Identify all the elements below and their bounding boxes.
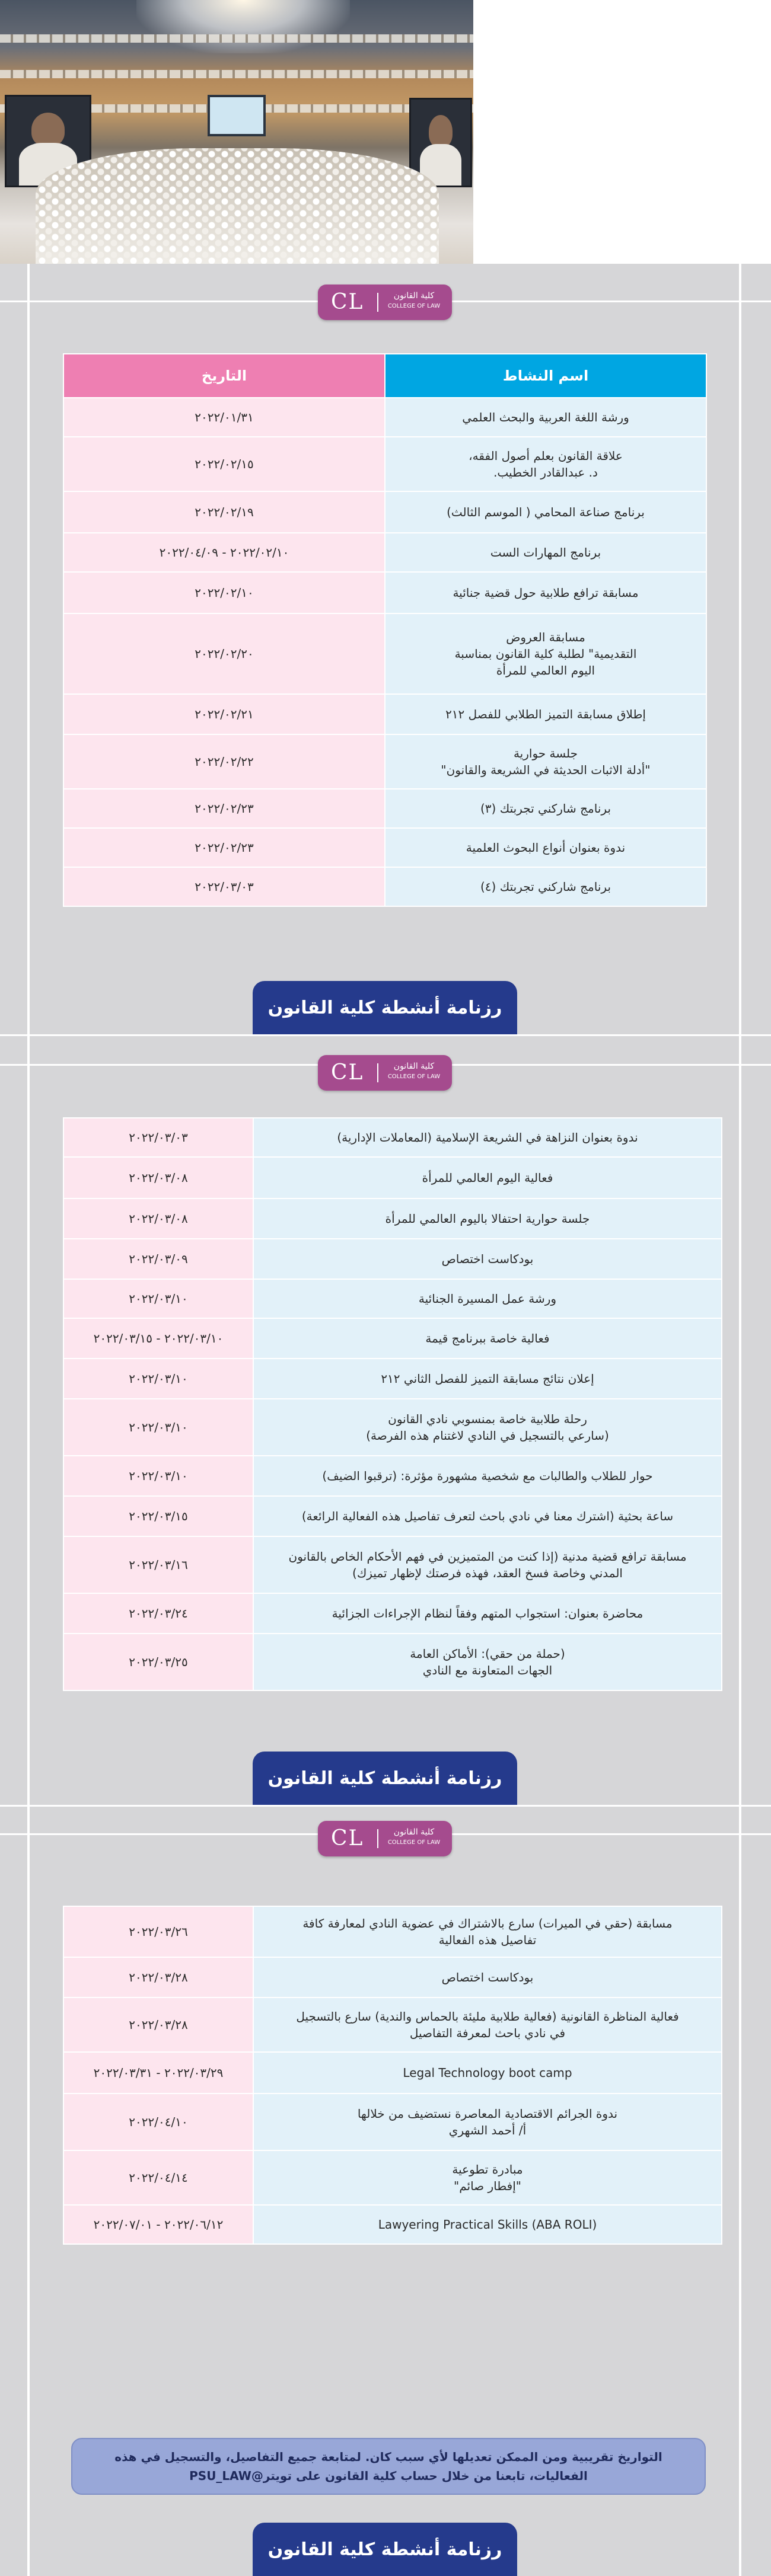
logo-english: COLLEGE OF LAW bbox=[387, 303, 441, 309]
cl-mark: CL bbox=[331, 290, 364, 314]
activity-name: إعلان نتائج مسابقة التميز للفصل الثاني ٢١٢ bbox=[253, 1359, 722, 1399]
activity-row bbox=[63, 1239, 722, 1279]
activity-name: ندوة بعنوان النزاهة في الشريعة الإسلامية (المعاملات الإدارية) bbox=[253, 1118, 722, 1157]
activity-date: ٢٠٢٢/٠٤/١٤ bbox=[63, 2150, 253, 2205]
activity-date: ٢٠٢٢/٠٣/١٠ bbox=[63, 1359, 253, 1399]
activity-date: ٢٠٢٢/٠٣/٢٨ bbox=[63, 1957, 253, 1997]
activity-date: ٢٠٢٢/٠٤/١٠ bbox=[63, 2094, 253, 2150]
activity-header: اسم النشاط bbox=[385, 354, 706, 398]
activity-row bbox=[63, 1496, 722, 1536]
activities-table-3 bbox=[63, 1906, 722, 2245]
activity-date: ٢٠٢٢/٠٣/٠٩ bbox=[63, 1239, 253, 1279]
activity-name: ندوة بعنوان أنواع البحوث العلمية bbox=[385, 828, 706, 867]
logo-english: COLLEGE OF LAW bbox=[387, 1839, 441, 1846]
activity-row bbox=[63, 828, 706, 867]
date-header: التاريخ bbox=[63, 354, 385, 398]
activity-date: ٢٠٢٢/٠٦/١٢ - ٢٠٢٢/٠٧/٠١ bbox=[63, 2205, 253, 2244]
activity-date: ٢٠٢٢/٠٣/٢٨ bbox=[63, 1997, 253, 2052]
activity-date: ٢٠٢٢/٠٣/٠٣ bbox=[63, 1118, 253, 1157]
mall-event-photo bbox=[0, 0, 473, 264]
activity-date: ٢٠٢٢/٠٣/٠٣ bbox=[63, 867, 385, 906]
activity-row bbox=[63, 2094, 722, 2150]
activity-row bbox=[63, 734, 706, 789]
activity-name: Lawyering Practical Skills (ABA ROLI) bbox=[253, 2205, 722, 2244]
schedule-note: التواريخ تقريبية ومن الممكن تعديلها لأي سبب كان. لمتابعة جميع التفاصيل، والتسجيل في هذه الفعاليات، تابعنا من خلال حساب كلية القانون على تويتر@PSU_LAW bbox=[71, 2438, 706, 2495]
activity-row bbox=[63, 1634, 722, 1690]
activity-row bbox=[63, 789, 706, 828]
activity-date: ٢٠٢٢/٠٣/١٠ bbox=[63, 1279, 253, 1318]
activity-row bbox=[63, 694, 706, 734]
activity-date: ٢٠٢٢/٠٣/١٠ bbox=[63, 1456, 253, 1496]
activities-table-1 bbox=[63, 353, 707, 907]
calendar-banner: رزنامة أنشطة كلية القانون bbox=[253, 2523, 517, 2576]
crowd bbox=[36, 148, 439, 264]
activity-name: فعالية خاصة ببرنامج قيمة bbox=[253, 1318, 722, 1359]
activity-row bbox=[63, 2205, 722, 2244]
activity-row bbox=[63, 2052, 722, 2094]
logo-arabic: كلية القانون bbox=[393, 291, 435, 301]
activity-date: ٢٠٢٢/٠٣/١٠ - ٢٠٢٢/٠٣/١٥ bbox=[63, 1318, 253, 1359]
balcony-rail bbox=[0, 34, 473, 43]
activity-name: جلسة حوارية "أدلة الاثبات الحديثة في الشريعة والقانون" bbox=[385, 734, 706, 789]
activity-name: برنامج المهارات الست bbox=[385, 533, 706, 572]
activity-row bbox=[63, 1399, 722, 1456]
activity-row bbox=[63, 491, 706, 533]
activity-name: ورشة عمل المسيرة الجنائية bbox=[253, 1279, 722, 1318]
activity-name: حوار للطلاب والطالبات مع شخصية مشهورة مؤثرة: (ترقبوا الضيف) bbox=[253, 1456, 722, 1496]
activity-row bbox=[63, 1957, 722, 1997]
activity-name: مسابقة العروض التقديمية" لطلبة كلية القانون بمناسبة اليوم العالمي للمرأة bbox=[385, 613, 706, 694]
activity-date: ٢٠٢٢/٠٣/٢٥ bbox=[63, 1634, 253, 1690]
activity-name: (حملة من حقي): الأماكن العامة الجهات المتعاونة مع النادي bbox=[253, 1634, 722, 1690]
activity-row bbox=[63, 1157, 722, 1198]
activity-date: ٢٠٢٢/٠٣/١٦ bbox=[63, 1536, 253, 1593]
activity-row bbox=[63, 1536, 722, 1593]
activity-name: ورشة اللغة العربية والبحث العلمي bbox=[385, 398, 706, 437]
activity-date: ٢٠٢٢/٠٣/٢٤ bbox=[63, 1593, 253, 1634]
activity-row bbox=[63, 613, 706, 694]
activities-table-2 bbox=[63, 1117, 722, 1691]
activity-name: محاضرة بعنوان: استجواب المتهم وفقاً لنظام الإجراءات الجزائية bbox=[253, 1593, 722, 1634]
activity-row bbox=[63, 437, 706, 491]
activity-name: ندوة الجرائم الاقتصادية المعاصرة نستضيف من خلالها أ/ أحمد الشهري bbox=[253, 2094, 722, 2150]
activity-row bbox=[63, 1198, 722, 1239]
activity-date: ٢٠٢٢/٠٣/٢٩ - ٢٠٢٢/٠٣/٣١ bbox=[63, 2052, 253, 2094]
event-screen bbox=[208, 95, 266, 136]
activity-date: ٢٠٢٢/٠٣/١٥ bbox=[63, 1496, 253, 1536]
activity-name: برنامج شاركني تجربتك (٣) bbox=[385, 789, 706, 828]
activity-name: علاقة القانون بعلم أصول الفقه، د. عبدالقادر الخطيب. bbox=[385, 437, 706, 491]
activity-date: ٢٠٢٢/٠٣/٠٨ bbox=[63, 1157, 253, 1198]
activity-name: برنامج صناعة المحامي ( الموسم الثالث) bbox=[385, 491, 706, 533]
activity-date: ٢٠٢٢/٠٣/١٠ bbox=[63, 1399, 253, 1456]
cl-mark: CL bbox=[331, 1826, 364, 1850]
activity-row bbox=[63, 2150, 722, 2205]
activity-date: ٢٠٢٢/٠٣/٠٨ bbox=[63, 1198, 253, 1239]
activity-row bbox=[63, 1318, 722, 1359]
activity-date: ٢٠٢٢/٠٢/١٠ bbox=[63, 572, 385, 613]
activity-row bbox=[63, 1279, 722, 1318]
activity-date: ٢٠٢٢/٠٢/٢٢ bbox=[63, 734, 385, 789]
logo-arabic: كلية القانون bbox=[393, 1827, 435, 1837]
calendar-banner: رزنامة أنشطة كلية القانون bbox=[253, 981, 517, 1034]
activity-name: مبادرة تطوعية "إفطار صائم" bbox=[253, 2150, 722, 2205]
college-of-law-logo bbox=[318, 1055, 452, 1091]
activity-name: إطلاق مسابقة التميز الطلابي للفصل ٢١٢ bbox=[385, 694, 706, 734]
activity-date: ٢٠٢٢/٠٢/١٥ bbox=[63, 437, 385, 491]
logo-arabic: كلية القانون bbox=[393, 1062, 435, 1071]
activity-row bbox=[63, 398, 706, 437]
activity-row bbox=[63, 533, 706, 572]
activity-name: بودكاست اختصاص bbox=[253, 1957, 722, 1997]
activity-row bbox=[63, 1359, 722, 1399]
activity-name: جلسة حوارية احتفالا باليوم العالمي للمرأة bbox=[253, 1198, 722, 1239]
activity-name: مسابقة ترافع طلابية حول قضية جنائية bbox=[385, 572, 706, 613]
activity-name: مسابقة (حقي في الميرات) سارع بالاشتراك في عضوية النادي لمعارفة كافة تفاصيل هذه الفعالية bbox=[253, 1906, 722, 1957]
activity-date: ٢٠٢٢/٠٢/٢٣ bbox=[63, 828, 385, 867]
activity-date: ٢٠٢٢/٠٣/٢٦ bbox=[63, 1906, 253, 1957]
college-of-law-logo bbox=[318, 285, 452, 320]
activity-date: ٢٠٢٢/٠٢/٢١ bbox=[63, 694, 385, 734]
activity-row bbox=[63, 1593, 722, 1634]
activity-row bbox=[63, 1906, 722, 1957]
activity-row bbox=[63, 1456, 722, 1496]
activity-date: ٢٠٢٢/٠١/٣١ bbox=[63, 398, 385, 437]
activity-date: ٢٠٢٢/٠٢/٢٣ bbox=[63, 789, 385, 828]
logo-english: COLLEGE OF LAW bbox=[387, 1073, 441, 1080]
activity-row bbox=[63, 572, 706, 613]
balcony-rail bbox=[0, 70, 473, 78]
activity-row bbox=[63, 1118, 722, 1157]
calendar-banner: رزنامة أنشطة كلية القانون bbox=[253, 1752, 517, 1805]
activity-date: ٢٠٢٢/٠٢/١٩ bbox=[63, 491, 385, 533]
cl-mark: CL bbox=[331, 1060, 364, 1085]
college-of-law-logo bbox=[318, 1821, 452, 1856]
activity-row bbox=[63, 867, 706, 906]
activity-date: ٢٠٢٢/٠٢/١٠ - ٢٠٢٢/٠٤/٠٩ bbox=[63, 533, 385, 572]
activity-date: ٢٠٢٢/٠٢/٢٠ bbox=[63, 613, 385, 694]
activity-name: ساعة بحثية (اشترك معنا في نادي باحث لتعرف تفاصيل هذه الفعالية الرائعة) bbox=[253, 1496, 722, 1536]
activity-name: Legal Technology boot camp bbox=[253, 2052, 722, 2094]
activity-name: برنامج شاركني تجربتك (٤) bbox=[385, 867, 706, 906]
activity-name: مسابقة ترافع قضية مدنية (إذا كنت من المتميزين في فهم الأحكام الخاص بالقانون المدني وخاصة فسخ العقد، فهذه فرصتك لإظهار تميزك) bbox=[253, 1536, 722, 1593]
activity-name: رحلة طلابية خاصة بمنسوبي نادي القانون (سارعي بالتسجيل في النادي لاغتنام هذه الفرصة) bbox=[253, 1399, 722, 1456]
activity-row bbox=[63, 1997, 722, 2052]
activity-name: فعالية اليوم العالمي للمرأة bbox=[253, 1157, 722, 1198]
activity-name: فعالية المناظرة القانونية (فعالية طلابية مليئة بالحماس والندية) سارع بالتسجيل في نادي باحث لمعرفة التفاصيل bbox=[253, 1997, 722, 2052]
activity-name: بودكاست اختصاص bbox=[253, 1239, 722, 1279]
skylight bbox=[136, 0, 350, 53]
